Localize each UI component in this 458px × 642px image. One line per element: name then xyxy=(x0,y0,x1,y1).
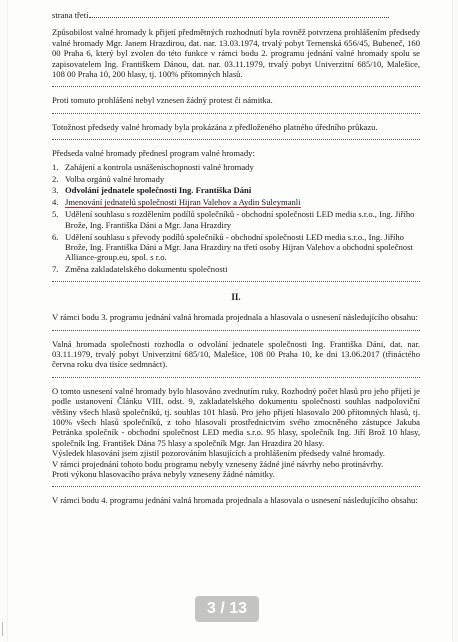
paragraph-voting: O tomto usnesení valné hromady bylo hlasováno zvednutím ruky. Rozhodný počet hlasů pro jeho přijetí je podle ustanovení Článku VIII. odst. 9, zakladatelského dokumentu společnosti souhlas nadpoloviční většiny všech hlasů společníků, tj. souhlas 101 hlasů. Pro jeho přijetí hlasovalo 200 přítomných hlasů, tj. 100% všech hlasů společníků, z toho hlasovali prostřednictvím svého zmocněného zástupce Jakuba Petránka společník - obchodní společnost LED media s.r.o. 95 hlasy, společník Ing. Jiří Brož 10 hlasy, společník Ing. František Dána 75 hlasy a společník Mgr. Jan Hrazdira 20 hlasy. xyxy=(52,385,420,448)
paragraph-no-objections: Proti výkonu hlasovacího práva nebyly vzneseny žádné námitky. xyxy=(52,469,275,479)
paragraph-result: Výsledek hlasování jsem zjistil pozorováním hlasujících a prohlášením předsedy valné hromady. xyxy=(52,448,385,459)
paragraph-identity: Totožnost předsedy valné hromady byla prokázána z předloženého platného úředního průkazu. xyxy=(52,121,378,132)
section-heading: II. xyxy=(231,291,241,302)
agenda-item: 5. Udělení souhlasu s rozdělením podílů společníků - obchodní společnosti LED media s.r.o., Ing. Jiřího Brože, Ing. Františka Dáni a Mgr. Jana Hrazdiry xyxy=(52,209,415,230)
paragraph-no-proposals: V rámci projednání tohoto bodu programu nebyly vzneseny žádné jiné návrhy nebo protinávrhy. xyxy=(52,458,384,469)
agenda-item: 3. Odvolání jednatele společnosti Ing. Františka Dáni xyxy=(52,185,252,196)
dotted-rule xyxy=(52,486,420,487)
paragraph-capacity: Způsobilost valné hromady k přijetí předmětných rozhodnutí byla rovněž potvrzena prohlášením předsedy valné hromady Mgr. Janem Hrazdirou, dat. nar. 13.03.1974, trvalý pobyt Ternenská 656/45, Bubeneč, 160 00 Praha 6, který byl zvolen do této funkce v rámci bodu 2. programu jednání valné hromady spolu se zapisovatelem Ing. Františkem Dánou, dat. nar. 03.11.1979, trvalý pobyt Univerzitní 685/10, Malešice, 108 00 Praha 10, 200 hlasy, tj. 100% přítomných hlasů. xyxy=(52,27,420,80)
dotted-fill xyxy=(89,17,389,18)
page-indicator[interactable]: 3 / 13 xyxy=(195,596,259,622)
agenda-item: 6. Udělení souhlasu s převody podílů společníků - obchodní společnosti LED media s.r.o., Ing. Jiřího Brože, Ing. Františka Dáni a Mgr. Jana Hrazdiry na třetí osoby Hijran Valehov a obchodní společnost Alliance-group.eu, spol. s r.o. xyxy=(52,231,413,263)
agenda-item: 7. Změna zakladatelského dokumentu společnosti xyxy=(52,264,228,275)
agenda-item: 2. Volba orgánů valné hromady xyxy=(52,173,165,184)
dotted-rule xyxy=(52,330,420,331)
page-content xyxy=(52,10,420,513)
document-page xyxy=(8,0,452,642)
page-edge-mark xyxy=(2,622,13,636)
dotted-rule xyxy=(52,86,420,87)
agenda-list xyxy=(52,162,420,275)
paragraph-no-protest: Proti tomuto prohlášení nebyl vznesen žádný protest či námitka. xyxy=(52,95,273,106)
side-label-text: strana třetí xyxy=(52,10,89,20)
paragraph-point4: V rámci bodu 4. programu jednání valná hromada projednala a hlasovala o usnesení následujícího obsahu: xyxy=(52,495,418,506)
paragraph-resolution: Valná hromada společnosti rozhodla o odvolání jednatele společnosti Ing. Františka Dáni, dat. nar. 03.11.1979, trvalý pobyt Univerzitní 685/10, Malešice, 108 00 Praha 10, ke dni 13.06.2017 (třináctého června roku dva tisíce sedmnáct). xyxy=(52,338,420,370)
paragraph-point3: V rámci bodu 3. programu jednání valná hromada projednala a hlasovala o usnesení následujícího obsahu: xyxy=(52,312,418,323)
red-underline-names: Jmenování jednatelů společnosti Hijran Valehov a Aydin Suleymanli xyxy=(65,197,301,208)
dotted-rule xyxy=(52,113,420,114)
agenda-item: 4. Jmenování jednatelů společnosti Hijran Valehov a Aydin Suleymanli xyxy=(52,197,301,208)
dotted-rule xyxy=(52,281,420,282)
dotted-rule xyxy=(52,377,420,378)
page-side-label xyxy=(52,10,420,20)
dotted-rule xyxy=(52,139,420,140)
agenda-intro: Předseda valné hromady přednesl program valné hromady: xyxy=(52,148,255,159)
agenda-item: 1. Zahájení a kontrola usnášeníschopnosti valné hromady xyxy=(52,161,254,172)
